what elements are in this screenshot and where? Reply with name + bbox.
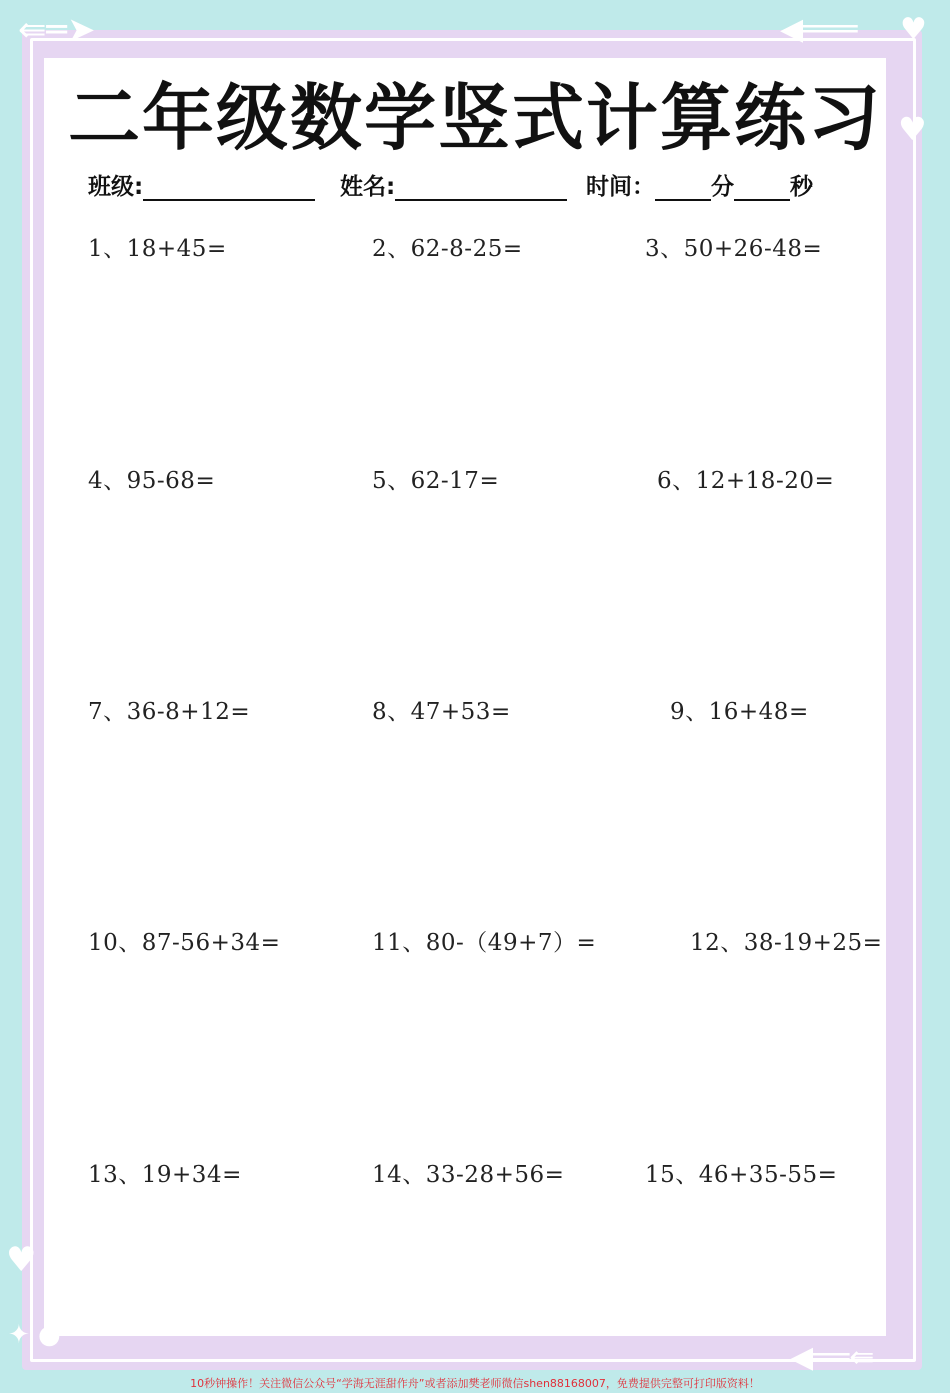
problem-6: 6、12+18-20=	[657, 468, 835, 494]
heart-icon: ♥	[900, 12, 927, 47]
second-blank[interactable]	[734, 175, 790, 201]
arrow-icon: ◀══⇚	[790, 1340, 875, 1375]
problem-9: 9、16+48=	[670, 699, 809, 725]
star-icon: ✦ ●	[8, 1320, 61, 1350]
class-label: 班级:	[88, 174, 144, 200]
problem-2: 2、62-8-25=	[372, 236, 523, 262]
problem-8: 8、47+53=	[372, 699, 511, 725]
class-blank[interactable]	[143, 175, 315, 201]
arrow-icon: ◀═══	[780, 12, 858, 47]
problem-1: 1、18+45=	[88, 236, 227, 262]
problem-4: 4、95-68=	[88, 468, 216, 494]
footer-notice: 10秒钟操作！关注微信公众号“学海无涯甜作舟”或者添加樊老师微信shen88168007，免费提供完整可打印版资料！	[190, 1377, 760, 1390]
problem-13: 13、19+34=	[88, 1162, 242, 1188]
problem-10: 10、87-56+34=	[88, 930, 281, 956]
heart-icon: ♥	[6, 1240, 37, 1280]
minute-label: 分	[711, 174, 734, 200]
worksheet-title: 二年级数学竖式计算练习	[67, 76, 882, 160]
problem-3: 3、50+26-48=	[645, 236, 823, 262]
problem-12: 12、38-19+25=	[690, 930, 883, 956]
heart-icon: ♥	[898, 110, 927, 148]
problem-14: 14、33-28+56=	[372, 1162, 565, 1188]
minute-blank[interactable]	[655, 175, 711, 201]
name-label: 姓名:	[340, 174, 396, 200]
second-label: 秒	[790, 174, 813, 200]
arrow-icon: ⇚═➤	[18, 10, 96, 50]
time-label: 时间：	[586, 174, 655, 200]
problem-5: 5、62-17=	[372, 468, 500, 494]
info-row	[88, 168, 848, 208]
problem-7: 7、36-8+12=	[88, 699, 251, 725]
problem-11: 11、80-（49+7）=	[372, 930, 597, 956]
problem-15: 15、46+35-55=	[645, 1162, 838, 1188]
name-blank[interactable]	[395, 175, 567, 201]
